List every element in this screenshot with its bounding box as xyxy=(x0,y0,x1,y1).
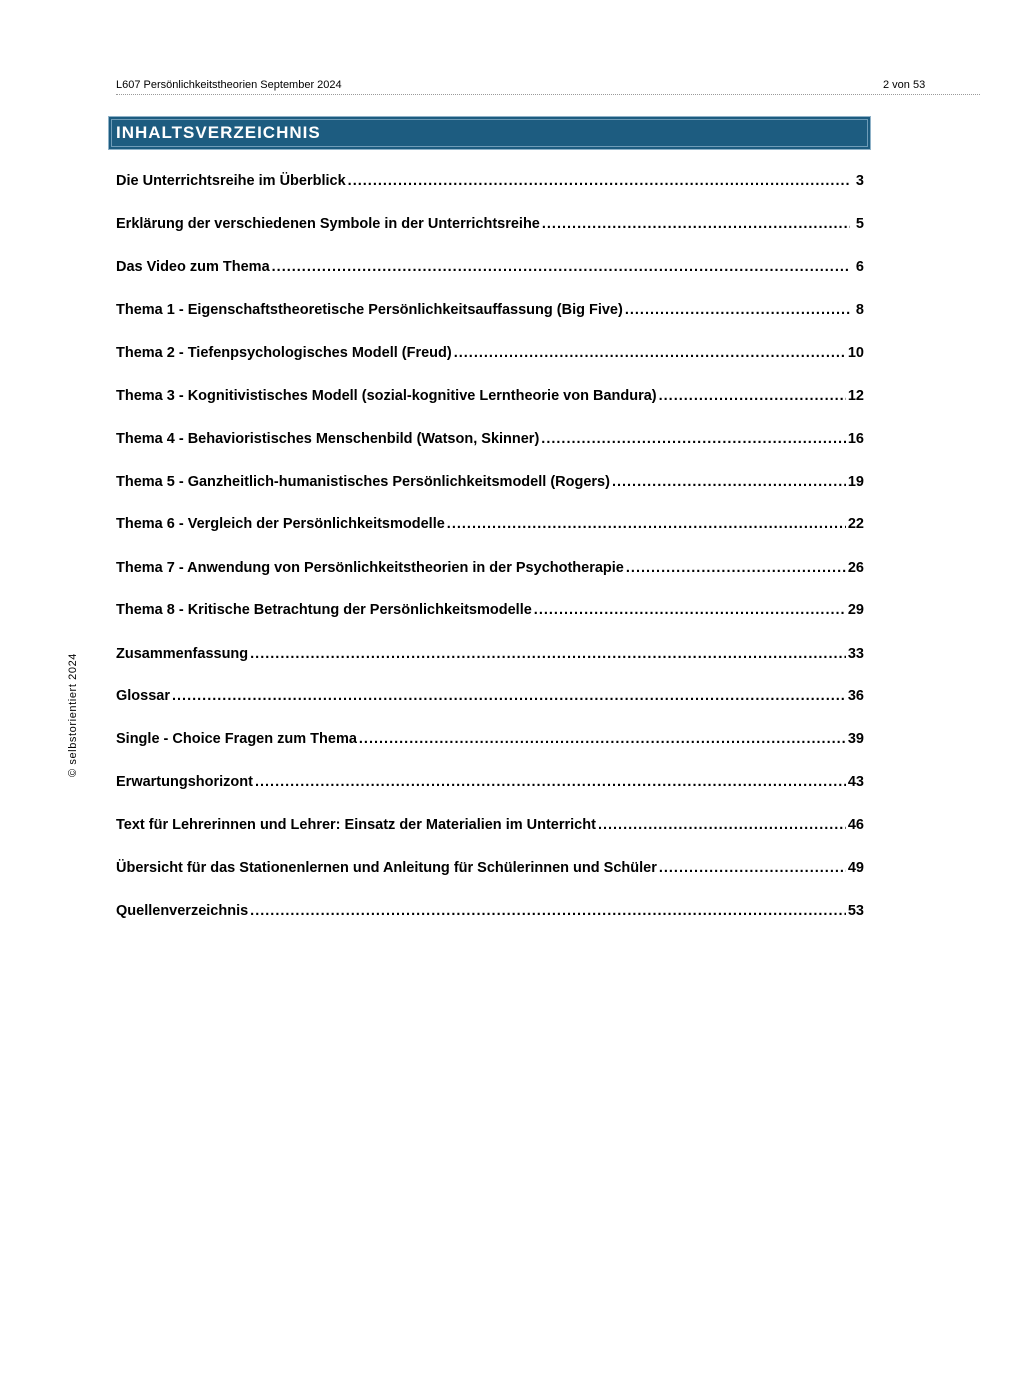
toc-entry[interactable] xyxy=(116,256,864,278)
toc-entry-title: Thema 6 - Vergleich der Persönlichkeitsmodelle xyxy=(116,516,445,532)
toc-entry-title: Die Unterrichtsreihe im Überblick xyxy=(116,173,346,189)
toc-dot-leader xyxy=(598,814,846,836)
toc-entry[interactable] xyxy=(116,771,864,793)
toc-entry[interactable] xyxy=(116,557,864,579)
toc-entry[interactable] xyxy=(116,170,864,192)
toc-entry[interactable] xyxy=(116,342,864,364)
toc-dot-leader xyxy=(625,299,850,321)
toc-entry[interactable] xyxy=(116,643,864,665)
toc-entry[interactable] xyxy=(116,900,864,922)
toc-entry-page: 3 xyxy=(855,173,864,189)
toc-entry-title: Single - Choice Fragen zum Thema xyxy=(116,731,357,747)
toc-dot-leader xyxy=(250,643,846,665)
toc-entry-title: Zusammenfassung xyxy=(116,646,249,662)
page-number: 2 von 53 xyxy=(883,79,926,91)
toc-entry[interactable] xyxy=(116,857,864,879)
toc-entry-title: Thema 1 - Eigenschaftstheoretische Persönlichkeitsauffassung (Big Five) xyxy=(116,302,623,318)
document-title: L607 Persönlichkeitstheorien September 2024 xyxy=(116,79,342,91)
toc-entry[interactable] xyxy=(116,213,864,235)
toc-entry-page: 19 xyxy=(847,474,864,490)
toc-entry[interactable] xyxy=(116,728,864,750)
toc-dot-leader xyxy=(659,857,846,879)
toc-heading-bar xyxy=(108,116,871,150)
toc-entry-title: Erwartungshorizont xyxy=(116,774,253,790)
toc-entry-page: 10 xyxy=(847,345,864,361)
toc-dot-leader xyxy=(250,900,846,922)
toc-entry-page: 5 xyxy=(855,216,864,232)
toc-dot-leader xyxy=(359,728,846,750)
toc-entry[interactable] xyxy=(116,685,864,707)
toc-entry-page: 12 xyxy=(847,388,864,404)
toc-entry[interactable] xyxy=(116,513,864,535)
toc-entry-title: Text für Lehrerinnen und Lehrer: Einsatz der Materialien im Unterricht xyxy=(116,817,596,833)
toc-entry-title: Übersicht für das Stationenlernen und Anleitung für Schülerinnen und Schüler xyxy=(116,860,657,876)
toc-dot-leader xyxy=(626,557,846,579)
toc-dot-leader xyxy=(255,771,846,793)
toc-entry-page: 46 xyxy=(847,817,864,833)
toc-entry-page: 29 xyxy=(847,602,864,618)
toc-heading: INHALTSVERZEICHNIS xyxy=(116,123,321,142)
toc-dot-leader xyxy=(447,513,846,535)
toc-entry-title: Thema 2 - Tiefenpsychologisches Modell (Freud) xyxy=(116,345,452,361)
toc-entry-title: Glossar xyxy=(116,688,170,704)
toc-dot-leader xyxy=(541,428,846,450)
toc-entry[interactable] xyxy=(116,428,864,450)
toc-entry-title: Thema 7 - Anwendung von Persönlichkeitstheorien in der Psychotherapie xyxy=(116,560,624,576)
toc-dot-leader xyxy=(542,213,850,235)
toc-entry-page: 33 xyxy=(847,646,864,662)
toc-entry-title: Thema 4 - Behavioristisches Menschenbild (Watson, Skinner) xyxy=(116,431,540,447)
toc-dot-leader xyxy=(612,471,846,493)
toc-entry-title: Das Video zum Thema xyxy=(116,259,270,275)
toc-entry-page: 39 xyxy=(847,731,864,747)
page-header xyxy=(116,78,980,95)
toc-entry-page: 53 xyxy=(847,903,864,919)
toc-entry-page: 22 xyxy=(847,516,864,532)
copyright-note: © selbstorientiert 2024 xyxy=(67,652,79,778)
toc-entry-title: Thema 5 - Ganzheitlich-humanistisches Persönlichkeitsmodell (Rogers) xyxy=(116,474,610,490)
toc-entry-page: 43 xyxy=(847,774,864,790)
toc-entry[interactable] xyxy=(116,471,864,493)
toc-entry-page: 36 xyxy=(847,688,864,704)
toc-dot-leader xyxy=(348,170,850,192)
toc-entry[interactable] xyxy=(116,814,864,836)
toc-entry-page: 26 xyxy=(847,560,864,576)
toc-entry-page: 8 xyxy=(855,302,864,318)
toc-dot-leader xyxy=(659,385,846,407)
toc-entry[interactable] xyxy=(116,299,864,321)
toc-entry[interactable] xyxy=(116,599,864,621)
toc-dot-leader xyxy=(172,685,846,707)
toc-entry-title: Quellenverzeichnis xyxy=(116,903,249,919)
toc-entry-title: Erklärung der verschiedenen Symbole in der Unterrichtsreihe xyxy=(116,216,540,232)
toc-entry[interactable] xyxy=(116,385,864,407)
toc-entry-page: 6 xyxy=(855,259,864,275)
toc-entry-title: Thema 3 - Kognitivistisches Modell (sozial-kognitive Lerntheorie von Bandura) xyxy=(116,388,657,404)
toc-dot-leader xyxy=(272,256,850,278)
toc-dot-leader xyxy=(534,599,846,621)
toc-entry-page: 16 xyxy=(847,431,864,447)
toc-entry-page: 49 xyxy=(847,860,864,876)
toc-entry-title: Thema 8 - Kritische Betrachtung der Persönlichkeitsmodelle xyxy=(116,602,532,618)
toc-dot-leader xyxy=(454,342,846,364)
